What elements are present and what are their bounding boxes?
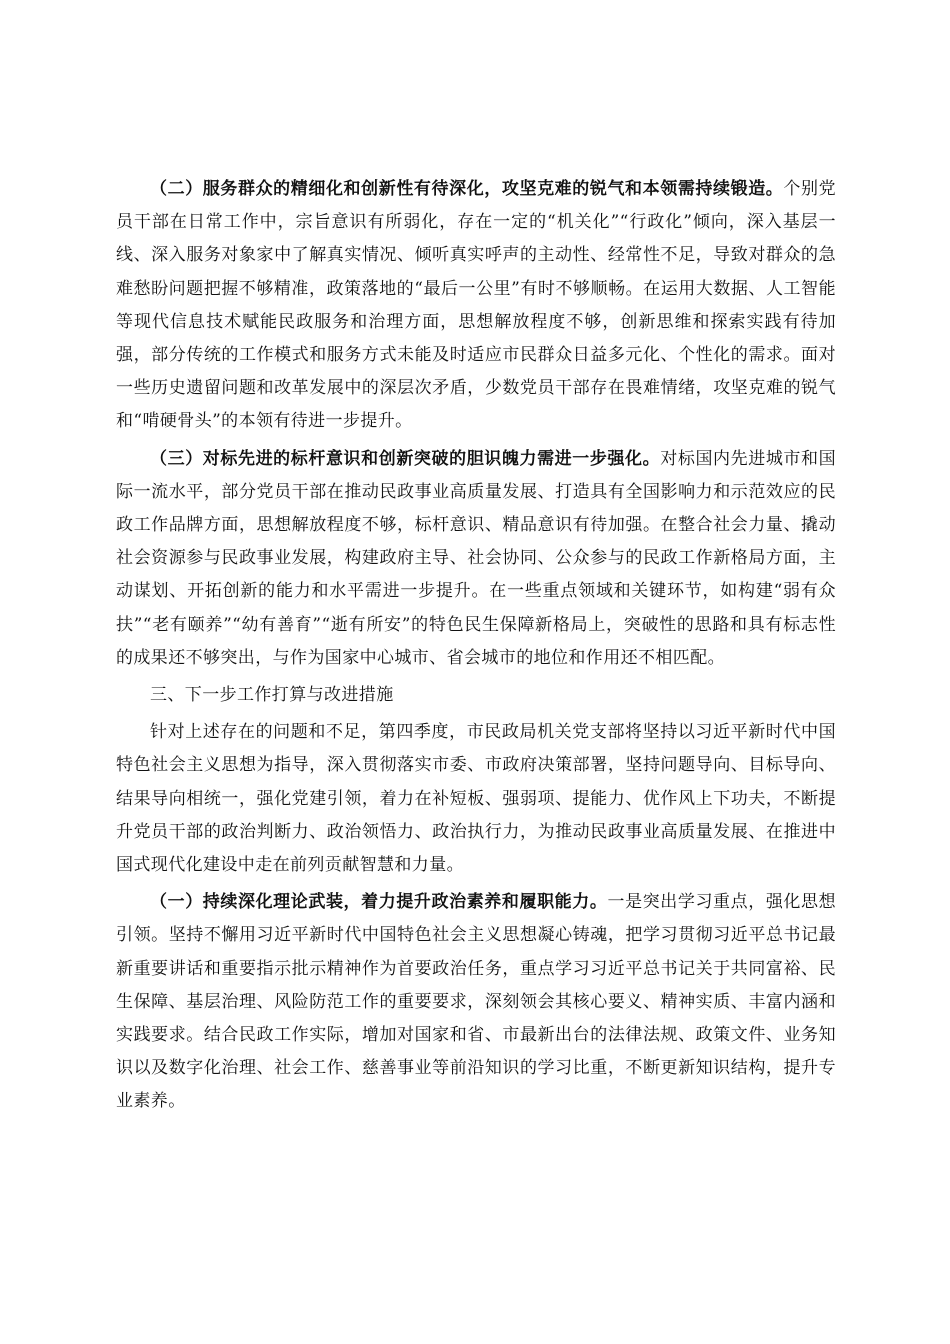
paragraph-heading: （一）持续深化理论武装，着力提升政治素养和履职能力。 [150, 892, 608, 913]
paragraph-theory-armament [116, 886, 836, 1118]
document-body [116, 173, 836, 1119]
section-heading-next-steps [116, 679, 836, 712]
paragraph-service-refinement [116, 173, 836, 439]
paragraph-heading: （三）对标先进的标杆意识和创新突破的胆识魄力需进一步强化。 [150, 448, 661, 469]
paragraph-benchmark-awareness [116, 443, 836, 675]
paragraph-next-steps-intro [116, 716, 836, 882]
paragraph-text: 针对上述存在的问题和不足，第四季度，市民政局机关党支部将坚持以习近平新时代中国特色社会主义思想为指导，深入贯彻落实市委、市政府决策部署，坚持问题导向、目标导向、结果导向相统一，强化党建引领，着力在补短板、强弱项、提能力、优作风上下功夫，不断提升党员干部的政治判断力、政治领悟力、政治执行力，为推动民政事业高质量发展、在推进中国式现代化建设中走在前列贡献智慧和力量。 [116, 722, 836, 876]
section-heading-text: 三、下一步工作打算与改进措施 [150, 685, 394, 706]
paragraph-text: 对标国内先进城市和国际一流水平，部分党员干部在推动民政事业高质量发展、打造具有全国影响力和示范效应的民政工作品牌方面，思想解放程度不够，标杆意识、精品意识有待加强。在整合社会力量、撬动社会资源参与民政事业发展，构建政府主导、社会协同、公众参与的民政工作新格局方面，主动谋划、开拓创新的能力和水平需进一步提升。在一些重点领域和关键环节，如构建“弱有众扶”“老有颐养”“幼有善育”“逝有所安”的特色民生保障新格局上，突破性的思路和具有标志性的成果还不够突出，与作为国家中心城市、省会城市的地位和作用还不相匹配。 [116, 448, 836, 668]
paragraph-heading: （二）服务群众的精细化和创新性有待深化，攻坚克难的锐气和本领需持续锻造。 [150, 179, 784, 199]
paragraph-text: 一是突出学习重点，强化思想引领。坚持不懈用习近平新时代中国特色社会主义思想凝心铸魂，把学习贯彻习近平总书记最新重要讲话和重要指示批示精神作为首要政治任务，重点学习习近平总书记关于共同富裕、民生保障、基层治理、风险防范工作的重要要求，深刻领会其核心要义、精神实质、丰富内涵和实践要求。结合民政工作实际，增加对国家和省、市最新出台的法律法规、政策文件、业务知识以及数字化治理、社会工作、慈善事业等前沿知识的学习比重，不断更新知识结构，提升专业素养。 [116, 892, 837, 1112]
paragraph-text: 个别党员干部在日常工作中，宗旨意识有所弱化，存在一定的“机关化”“行政化”倾向，深入基层一线、深入服务对象家中了解真实情况、倾听真实呼声的主动性、经常性不足，导致对群众的急难愁盼问题把握不够精准，政策落地的“最后一公里”有时不够顺畅。在运用大数据、人工智能等现代信息技术赋能民政服务和治理方面，思想解放程度不够，创新思维和探索实践有待加强，部分传统的工作模式和服务方式未能及时适应市民群众日益多元化、个性化的需求。面对一些历史遗留问题和改革发展中的深层次矛盾，少数党员干部存在畏难情绪，攻坚克难的锐气和“啃硬骨头”的本领有待进一步提升。 [116, 179, 836, 432]
